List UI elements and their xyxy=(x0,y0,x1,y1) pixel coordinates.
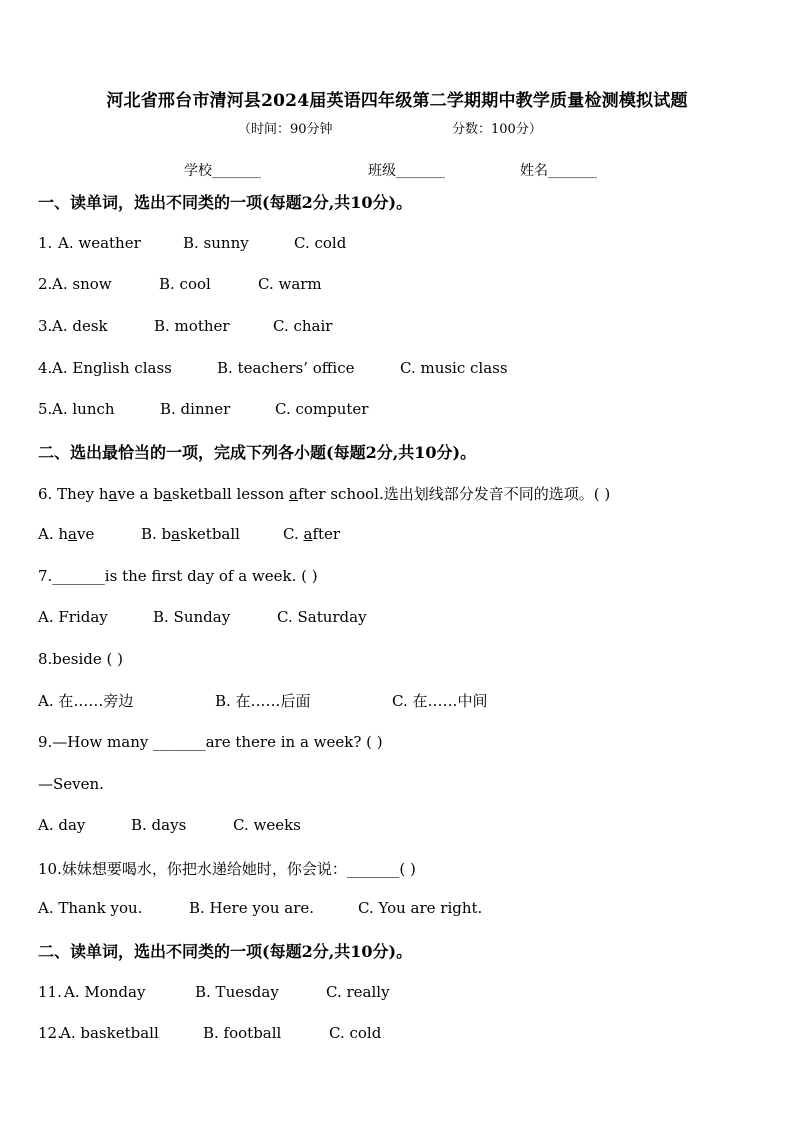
option-b: B. sunny xyxy=(183,234,249,252)
underlined-letter: a xyxy=(303,525,313,543)
option-a: A. weather xyxy=(58,234,141,252)
question-number: 4. xyxy=(38,359,53,377)
question-9: 9.—How many _______are there in a week? ( ) xyxy=(38,733,383,751)
option-c: C. cold xyxy=(294,234,347,252)
exam-score: 分数：100分） xyxy=(452,122,542,137)
name-field: 姓名_______ xyxy=(520,163,597,179)
question-5 xyxy=(38,400,758,420)
question-7: 7._______is the first day of a week. ( ) xyxy=(38,567,318,585)
question-2 xyxy=(38,275,758,295)
question-text: fter school.选出划线部分发音不同的选项。( ) xyxy=(297,485,611,503)
option-b: B. teachers’ office xyxy=(217,359,355,377)
question-text: ve a b xyxy=(117,485,163,503)
option-a: A. basketball xyxy=(60,1024,159,1042)
exam-subtitle xyxy=(0,118,794,138)
question-12 xyxy=(38,1024,758,1044)
option-c: C. weeks xyxy=(233,816,301,834)
option-b: B. Tuesday xyxy=(195,983,279,1001)
question-1 xyxy=(38,234,758,254)
option-c: C. music class xyxy=(400,359,508,377)
option-b: B. cool xyxy=(159,275,211,293)
question-8-options xyxy=(38,690,758,710)
option-a: A. 在……旁边 xyxy=(38,692,134,710)
option-b: B. Here you are. xyxy=(189,899,315,917)
option-b: B. mother xyxy=(154,317,230,335)
option-text: ve xyxy=(76,525,95,543)
question-number: 11. xyxy=(38,983,62,1001)
section-heading-2: 二、选出最恰当的一项，完成下列各小题(每题2分,共10分)。 xyxy=(38,443,477,462)
option-a: A. English class xyxy=(52,359,172,377)
question-6 xyxy=(38,483,610,504)
student-info xyxy=(0,160,794,180)
option-c: C. really xyxy=(326,983,390,1001)
option-c: C. cold xyxy=(329,1024,382,1042)
option-a: A. Thank you. xyxy=(38,899,143,917)
question-number: 12. xyxy=(38,1024,62,1042)
option-c xyxy=(283,525,340,543)
option-c: C. warm xyxy=(258,275,322,293)
option-text: fter xyxy=(312,525,341,543)
underlined-letter: a xyxy=(162,485,172,503)
question-3 xyxy=(38,317,758,337)
exam-time: （时间：90分钟 xyxy=(238,122,333,137)
option-b: B. Sunday xyxy=(153,608,231,626)
option-a: A. snow xyxy=(52,275,112,293)
option-c: C. chair xyxy=(273,317,333,335)
underlined-letter: a xyxy=(108,485,118,503)
option-c: C. You are right. xyxy=(358,899,483,917)
option-c: C. computer xyxy=(275,400,369,418)
class-field: 班级_______ xyxy=(368,163,445,179)
underlined-letter: a xyxy=(68,525,77,543)
section-heading-1: 一、读单词，选出不同类的一项(每题2分,共10分)。 xyxy=(38,193,413,212)
question-9-options xyxy=(38,816,758,836)
question-number: 3. xyxy=(38,317,53,335)
question-11 xyxy=(38,983,758,1003)
question-7-options xyxy=(38,608,758,628)
question-10: 10.妹妹想要喝水，你把水递给她时，你会说：_______( ) xyxy=(38,860,416,878)
option-a: A. lunch xyxy=(52,400,115,418)
question-9-answer: —Seven. xyxy=(38,775,104,793)
question-number: 1. xyxy=(38,234,53,252)
option-b: B. football xyxy=(203,1024,282,1042)
option-b: B. 在……后面 xyxy=(215,692,311,710)
school-field: 学校_______ xyxy=(184,163,261,179)
question-6-options xyxy=(38,525,758,545)
question-number: 5. xyxy=(38,400,53,418)
option-text: sketball xyxy=(180,525,240,543)
option-a xyxy=(38,525,94,543)
option-b xyxy=(141,525,240,543)
option-text: C. xyxy=(283,525,304,543)
underlined-letter: a xyxy=(171,525,181,543)
option-text: B. b xyxy=(141,525,172,543)
option-c: C. 在……中间 xyxy=(392,692,488,710)
option-c: C. Saturday xyxy=(277,608,367,626)
question-text: 6. They h xyxy=(38,485,109,503)
option-a: A. Friday xyxy=(38,608,108,626)
option-text: A. h xyxy=(38,525,69,543)
option-a: A. desk xyxy=(52,317,108,335)
question-number: 2. xyxy=(38,275,53,293)
exam-title: 河北省邢台市清河县2024届英语四年级第二学期期中教学质量检测模拟试题 xyxy=(106,91,688,111)
underlined-letter: a xyxy=(289,485,298,503)
option-b: B. dinner xyxy=(160,400,231,418)
option-a: A. Monday xyxy=(64,983,146,1001)
question-10-options xyxy=(38,899,758,919)
question-8: 8.beside ( ) xyxy=(38,650,124,668)
option-a: A. day xyxy=(38,816,86,834)
section-heading-3: 二、读单词，选出不同类的一项(每题2分,共10分)。 xyxy=(38,942,413,961)
option-b: B. days xyxy=(131,816,187,834)
question-text: sketball lesson xyxy=(171,485,290,503)
question-4 xyxy=(38,359,758,379)
